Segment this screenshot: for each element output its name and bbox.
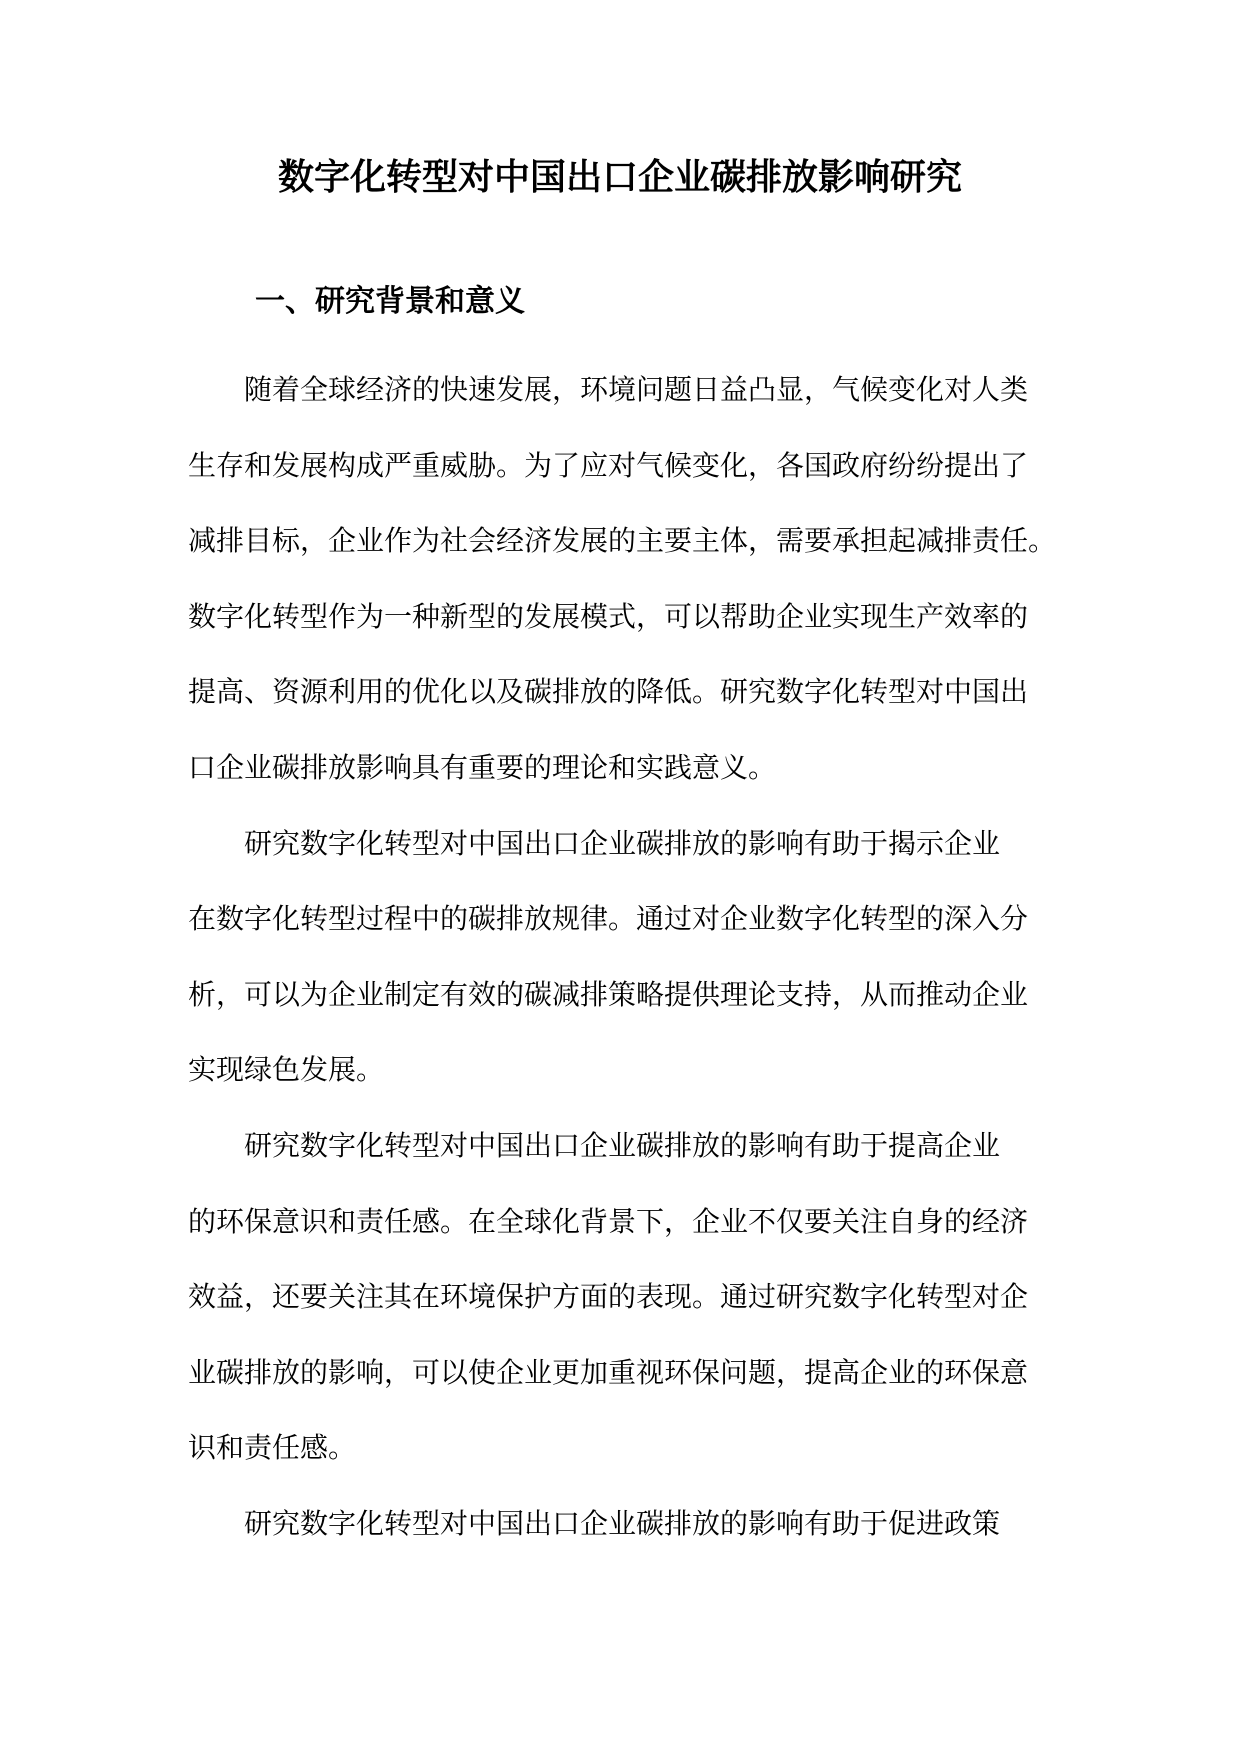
paragraph-line: 效益，还要关注其在环境保护方面的表现。通过研究数字化转型对企 xyxy=(188,1280,1029,1314)
paragraph xyxy=(188,1486,1053,1562)
paragraph-line: 识和责任感。 xyxy=(188,1431,357,1465)
paragraph-line: 提高、资源利用的优化以及碳排放的降低。研究数字化转型对中国出 xyxy=(188,675,1029,709)
paragraph-line: 业碳排放的影响，可以使企业更加重视环保问题，提高企业的环保意 xyxy=(188,1355,1029,1389)
paragraph-line: 研究数字化转型对中国出口企业碳排放的影响有助于提高企业 xyxy=(244,1128,1001,1162)
paragraph-line: 数字化转型作为一种新型的发展模式，可以帮助企业实现生产效率的 xyxy=(188,599,1029,633)
paragraph-line: 的环保意识和责任感。在全球化背景下，企业不仅要关注自身的经济 xyxy=(188,1204,1029,1238)
paragraph-line: 析，可以为企业制定有效的碳减排策略提供理论支持，从而推动企业 xyxy=(188,977,1029,1011)
paragraph-line: 随着全球经济的快速发展，环境问题日益凸显，气候变化对人类 xyxy=(244,373,1029,406)
paragraph-line: 研究数字化转型对中国出口企业碳排放的影响有助于促进政策 xyxy=(244,1506,1001,1540)
paragraph-line: 减排目标，企业作为社会经济发展的主要主体，需要承担起减排责任。 xyxy=(188,524,1057,558)
paragraph xyxy=(188,1108,1053,1486)
document-title: 数字化转型对中国出口企业碳排放影响研究 xyxy=(277,157,962,198)
section-heading: 一、研究背景和意义 xyxy=(255,284,525,319)
paragraph-line: 实现绿色发展。 xyxy=(188,1053,385,1087)
paragraph-line: 研究数字化转型对中国出口企业碳排放的影响有助于揭示企业 xyxy=(244,826,1001,860)
body-text xyxy=(188,352,1057,1562)
paragraph-line: 在数字化转型过程中的碳排放规律。通过对企业数字化转型的深入分 xyxy=(188,902,1029,936)
paragraph xyxy=(188,806,1053,1108)
paragraph-line: 生存和发展构成严重威胁。为了应对气候变化，各国政府纷纷提出了 xyxy=(188,448,1029,482)
paragraph-line: 口企业碳排放影响具有重要的理论和实践意义。 xyxy=(188,750,777,784)
paragraph xyxy=(188,352,1057,806)
